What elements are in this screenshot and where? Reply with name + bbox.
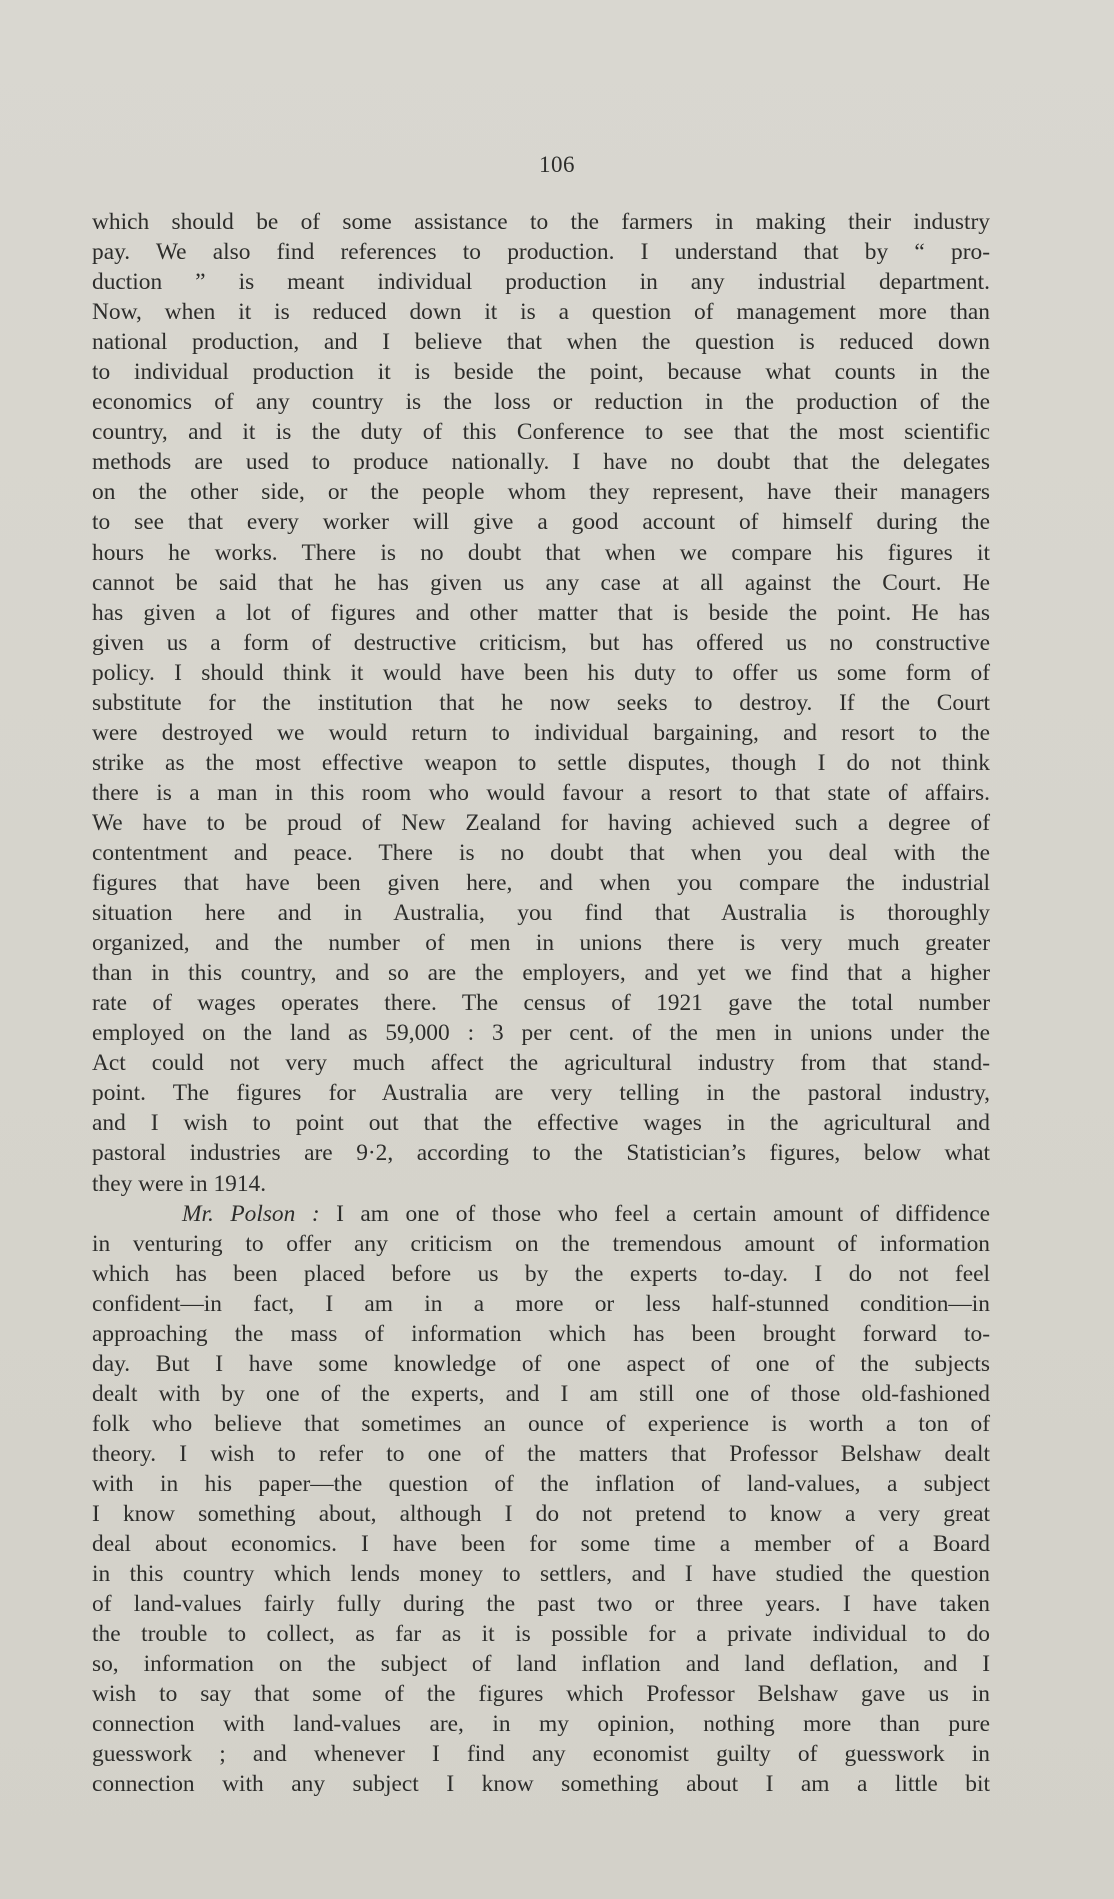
body-text <box>92 207 990 1799</box>
text-line: theory. I wish to refer to one of the matters that Professor Belshaw dealt <box>92 1440 990 1467</box>
text-line: connection with land-values are, in my opinion, nothing more than pure <box>92 1711 990 1738</box>
text-line: pastoral industries are 9·2, according to the Statistician’s figures, below what <box>92 1140 990 1167</box>
text-line: there is a man in this room who would favour a resort to that state of affairs. <box>92 779 990 806</box>
text-line: to individual production it is beside the point, because what counts in the <box>92 359 990 386</box>
text-line: I know something about, although I do not pretend to know a very great <box>92 1501 990 1528</box>
text-line: situation here and in Australia, you find that Australia is thoroughly <box>92 900 990 927</box>
text-line: figures that have been given here, and when you compare the industrial <box>92 870 990 897</box>
text-line: Now, when it is reduced down it is a question of management more than <box>92 299 990 326</box>
text-line: confident—in fact, I am in a more or less half-stunned condition—in <box>92 1290 990 1317</box>
text-line: contentment and peace. There is no doubt that when you deal with the <box>92 839 990 866</box>
text-line: wish to say that some of the figures which Professor Belshaw gave us in <box>92 1681 990 1708</box>
text-line: the trouble to collect, as far as it is possible for a private individual to do <box>92 1621 990 1648</box>
text-line: which has been placed before us by the experts to-day. I do not feel <box>92 1260 990 1287</box>
text-line: than in this country, and so are the employers, and yet we find that a higher <box>92 960 990 987</box>
text-line: duction ” is meant individual production in any industrial department. <box>92 269 990 296</box>
text-line: day. But I have some knowledge of one aspect of one of the subjects <box>92 1350 990 1377</box>
text-line: given us a form of destructive criticism, but has offered us no constructive <box>92 629 990 656</box>
text-line: point. The figures for Australia are very telling in the pastoral industry, <box>92 1080 990 1107</box>
speaker-name: Mr. Polson : <box>182 1200 320 1227</box>
text-line: cannot be said that he has given us any case at all against the Court. He <box>92 569 990 596</box>
text-line: in this country which lends money to settlers, and I have studied the question <box>92 1561 990 1588</box>
text-line: hours he works. There is no doubt that when we compare his figures it <box>92 539 990 566</box>
text-line: employed on the land as 59,000 : 3 per cent. of the men in unions under the <box>92 1020 990 1047</box>
text-line: they were in 1914. <box>92 1170 267 1197</box>
text-line: and I wish to point out that the effective wages in the agricultural and <box>92 1110 990 1137</box>
text-line: approaching the mass of information which has been brought forward to- <box>92 1320 990 1347</box>
text-line: connection with any subject I know something about I am a little bit <box>92 1771 990 1798</box>
text-line: has given a lot of figures and other matter that is beside the point. He has <box>92 599 990 626</box>
text-line: pay. We also find references to production. I understand that by “ pro- <box>92 239 990 266</box>
text-line: were destroyed we would return to individual bargaining, and resort to the <box>92 719 990 746</box>
text-line: rate of wages operates there. The census of 1921 gave the total number <box>92 990 990 1017</box>
paragraph-2 <box>92 1199 990 1800</box>
text-line: dealt with by one of the experts, and I am still one of those old-fashioned <box>92 1380 990 1407</box>
text-line: guesswork ; and whenever I find any economist guilty of guesswork in <box>92 1741 990 1768</box>
text-line: which should be of some assistance to the farmers in making their industry <box>92 209 990 235</box>
text-line: Act could not very much affect the agricultural industry from that stand- <box>92 1050 990 1077</box>
text-line: folk who believe that sometimes an ounce of experience is worth a ton of <box>92 1410 990 1437</box>
paragraph-1 <box>92 207 990 1199</box>
text-line: economics of any country is the loss or reduction in the production of the <box>92 389 990 416</box>
text-line: national production, and I believe that when the question is reduced down <box>92 329 990 356</box>
text-line: to see that every worker will give a good account of himself during the <box>92 509 990 536</box>
text-line: in venturing to offer any criticism on the tremendous amount of information <box>92 1230 990 1257</box>
speaker-line-text: I am one of those who feel a certain amount of diffidence <box>336 1200 990 1227</box>
text-line: deal about economics. I have been for some time a member of a Board <box>92 1531 990 1558</box>
text-line: so, information on the subject of land inflation and land deflation, and I <box>92 1651 990 1678</box>
text-line: country, and it is the duty of this Conference to see that the most scientific <box>92 419 990 446</box>
text-line: with in his paper—the question of the inflation of land-values, a subject <box>92 1470 990 1497</box>
text-line: We have to be proud of New Zealand for having achieved such a degree of <box>92 809 990 836</box>
text-line: of land-values fairly fully during the past two or three years. I have taken <box>92 1591 990 1618</box>
text-line: methods are used to produce nationally. I have no doubt that the delegates <box>92 449 990 476</box>
text-line: organized, and the number of men in unions there is very much greater <box>92 930 990 957</box>
text-line: policy. I should think it would have been his duty to offer us some form of <box>92 659 990 686</box>
page-number: 106 <box>539 152 575 177</box>
speaker-line <box>92 1199 990 1229</box>
text-line: strike as the most effective weapon to settle disputes, though I do not think <box>92 749 990 776</box>
text-line: on the other side, or the people whom they represent, have their managers <box>92 479 990 506</box>
text-line: substitute for the institution that he now seeks to destroy. If the Court <box>92 689 990 716</box>
